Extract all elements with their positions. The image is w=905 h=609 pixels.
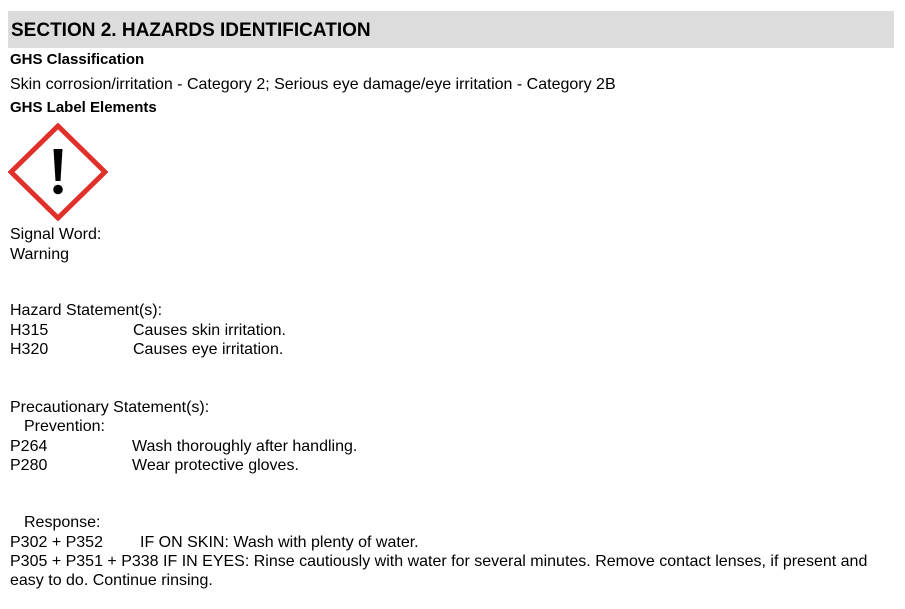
prevention-code: P264 (10, 438, 48, 455)
response-code: P302 + P352 (10, 534, 103, 551)
hazard-statements-label: Hazard Statement(s): (10, 302, 163, 319)
prevention-label: Prevention: (24, 418, 105, 435)
exclamation-mark-icon (8, 123, 108, 221)
section-title: SECTION 2. HAZARDS IDENTIFICATION (11, 20, 371, 41)
prevention-text: Wear protective gloves. (132, 457, 299, 474)
ghs-label-elements-heading: GHS Label Elements (10, 99, 157, 116)
hazard-code: H315 (10, 322, 49, 339)
response-code: P305 + P351 + P338 (10, 553, 159, 570)
prevention-text: Wash thoroughly after handling. (132, 438, 358, 455)
response-text: IF ON SKIN: Wash with plenty of water. (140, 534, 419, 551)
hazard-text: Causes skin irritation. (133, 322, 286, 339)
hazard-text: Causes eye irritation. (133, 341, 284, 358)
ghs-classification-text: Skin corrosion/irritation - Category 2; Serious eye damage/eye irritation - Category 2B (10, 76, 616, 93)
response-statement (10, 552, 890, 590)
signal-word-value: Warning (10, 246, 69, 263)
section-header (8, 11, 894, 48)
precautionary-statements-label: Precautionary Statement(s): (10, 399, 210, 416)
signal-word-label: Signal Word: (10, 226, 102, 243)
hazard-code: H320 (10, 341, 49, 358)
ghs-classification-heading: GHS Classification (10, 51, 145, 68)
response-text: IF IN EYES: Rinse cautiously with water for several minutes. Remove contact lenses, if present and easy to do. Continue rinsing. (10, 553, 868, 589)
prevention-code: P280 (10, 457, 48, 474)
response-label: Response: (24, 514, 101, 531)
